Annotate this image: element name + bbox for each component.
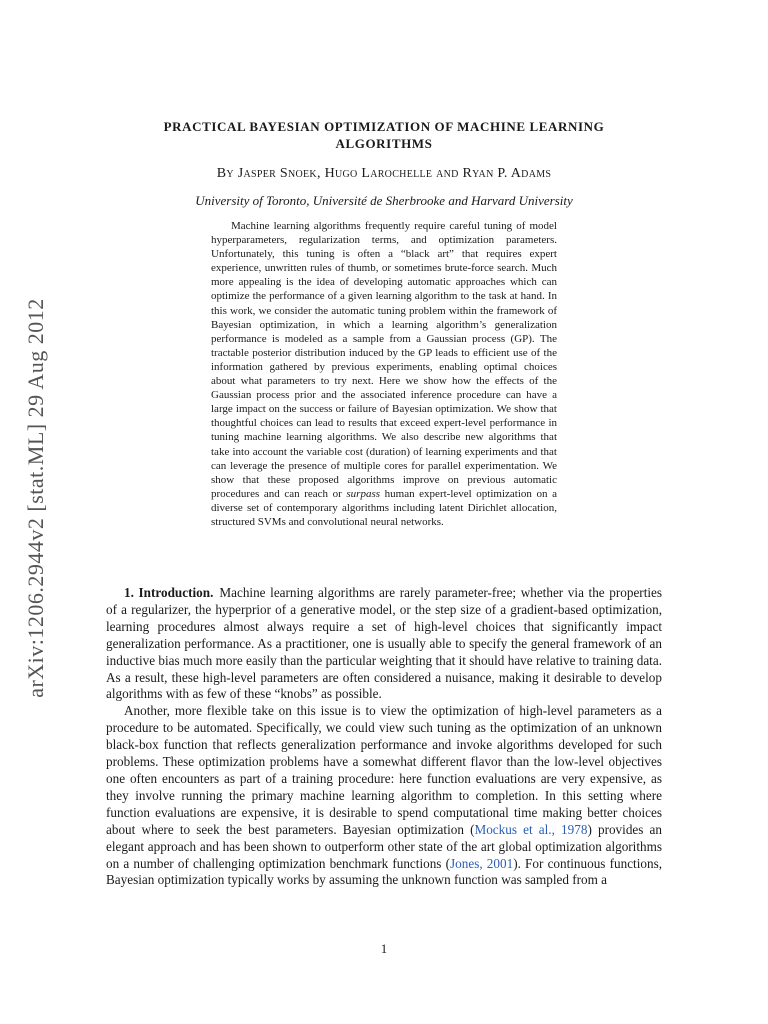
citation-link-mockus[interactable]: Mockus et al., 1978 — [474, 821, 588, 837]
intro-p1-text: Machine learning algorithms are rarely parameter-free; whether via the properties of a regularizer, the hyperprior of a generative model, or the step size of a gradient-based optimization, learning procedures almost always require a set of high-level choices that significantly impact generalization performance. As a practitioner, one is usually able to specify the general framework of an inductive bias much more easily than the particular weighting that it should have relative to training data. As a result, these high-level parameters are often considered a nuisance, making it desirable to develop algorithms with as few of these “knobs” as possible. — [106, 585, 663, 702]
author-separator: , — [316, 166, 325, 181]
page-number: 1 — [380, 941, 388, 956]
citation-link-jones[interactable]: Jones, 2001 — [450, 855, 514, 871]
intro-p2-text-a: Another, more flexible take on this issue is to view the optimization of high-level parameters as a procedure to be automated. Specifically, we could view such tuning as the optimization of an unknown black-box function that reflects generalization performance and invoke algorithms developed for such problems. These optimization problems have a somewhat different flavor than the low-level objectives one often encounters as part of a training procedure: here function evaluations are very expensive, as they involve running the primary machine learning algorithm to completion. In this setting where function evaluations are expensive, it is desirable to spend computational time making better choices about where to seek the best parameters. Bayesian optimization ( — [106, 703, 662, 837]
intro-p2-text-b: ) provides an elegant approach and has been shown to outperform other state of the art global optimization algorithms on a number of challenging optimization benchmark functions ( — [106, 821, 662, 871]
author-by: By — [216, 166, 234, 181]
paper-title — [106, 118, 662, 152]
author-1: Jasper Snoek — [237, 166, 317, 181]
abstract — [211, 219, 557, 529]
title-line-2: ALGORITHMS — [335, 136, 433, 151]
section-heading: 1. Introduction. — [124, 585, 214, 600]
intro-paragraph-2 — [106, 703, 662, 889]
arxiv-margin-stamp — [16, 268, 56, 728]
abstract-paragraph — [211, 219, 557, 529]
author-3: Ryan P. Adams — [462, 166, 552, 181]
intro-paragraph-1 — [106, 585, 662, 703]
author-line — [106, 166, 662, 182]
abstract-text-b: human expert-level optimization on a diverse set of contemporary algorithms including latent Dirichlet allocation, structured SVMs and convolutional neural networks. — [211, 487, 558, 528]
author-and: and — [432, 166, 463, 181]
author-2: Hugo Larochelle — [324, 166, 433, 181]
introduction-section — [106, 585, 662, 889]
title-line-1: PRACTICAL BAYESIAN OPTIMIZATION OF MACHINE LEARNING — [163, 119, 605, 134]
intro-p2-text-c: ). For continuous functions, Bayesian optimization typically works by assuming the unknown function was sampled from a — [106, 855, 662, 888]
abstract-emphasis: surpass — [346, 487, 381, 500]
affiliation: University of Toronto, Université de Sherbrooke and Harvard University — [195, 193, 573, 208]
arxiv-identifier: arXiv:1206.2944v2 [stat.ML] 29 Aug 2012 — [23, 298, 48, 698]
abstract-text-a: Machine learning algorithms frequently require careful tuning of model hyperparameters, regularization terms, and optimization parameters. Unfortunately, this tuning is often a “black art” that requires expert experience, unwritten rules of thumb, or sometimes brute-force search. Much more appealing is the idea of developing automatic approaches which can optimize the performance of a given learning algorithm to the task at hand. In this work, we consider the automatic tuning problem within the framework of Bayesian optimization, in which a learning algorithm’s generalization performance is modeled as a sample from a Gaussian process (GP). The tractable posterior distribution induced by the GP leads to efficient use of the information gathered by previous experiments, enabling optimal choices about what parameters to try next. Here we show how the effects of the Gaussian process prior and the associated inference procedure can have a large impact on the success or failure of Bayesian optimization. We show that thoughtful choices can lead to results that exceed expert-level performance in tuning machine learning algorithms. We also describe new algorithms that take into account the variable cost (duration) of learning experiments and that can leverage the presence of multiple cores for parallel experimentation. We show that these proposed algorithms improve on previous automatic procedures and can reach or — [211, 220, 557, 500]
